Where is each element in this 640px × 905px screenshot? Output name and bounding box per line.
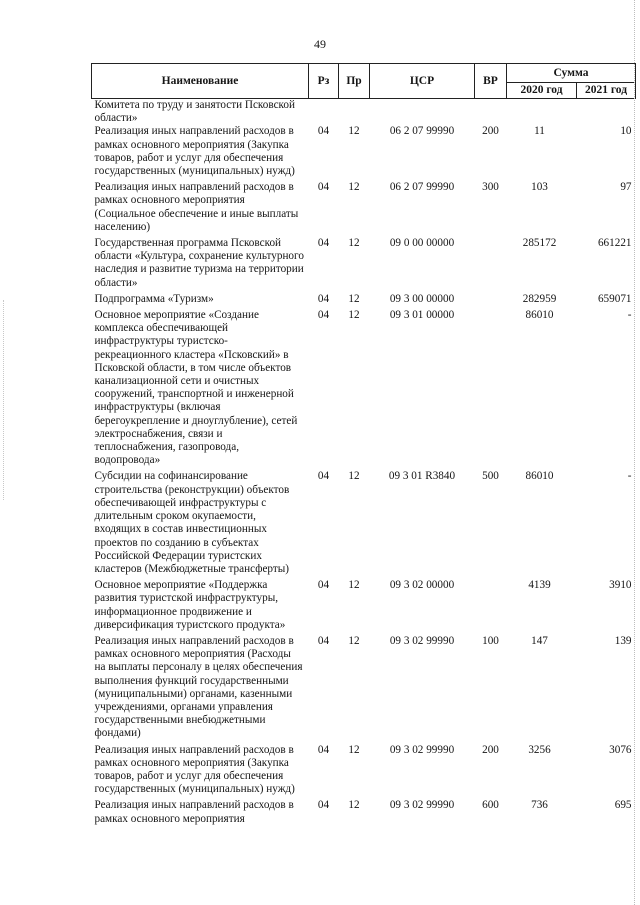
cell-csr [370,99,475,126]
cell-name: Комитета по труду и занятости Псковской области» [94,99,296,125]
cell-rz: 04 [317,799,330,812]
cell-pr: 12 [348,470,360,483]
table-row [92,237,636,293]
cell-csr: 09 3 00 00000 [389,292,455,305]
cell-pr: 12 [348,237,360,250]
table-row [92,579,636,635]
table-row [92,309,636,470]
cell-2020: 11 [534,125,545,138]
cell-2021: 10 [620,125,632,138]
table-row [92,470,636,579]
table-row [92,799,636,828]
cell-rz: 04 [317,237,330,250]
cell-2020: 103 [531,181,548,194]
cell-name: Реализация иных направлений расходов в рамках основного мероприятия (Социальное обеспечение и иные выплаты населению) [94,181,299,233]
table-header [92,64,636,99]
cell-rz: 04 [317,634,330,647]
cell-vr [475,99,507,126]
cell-pr: 12 [348,634,360,647]
header-pr: Пр [339,64,370,99]
scan-edge-right [634,0,636,905]
cell-2021: 659071 [597,292,632,305]
cell-csr: 09 3 02 99990 [389,799,455,812]
page-number: 49 [314,37,326,51]
cell-2021: - [627,309,632,322]
table-row [92,744,636,800]
cell-2020 [507,99,577,126]
cell-rz: 04 [317,470,330,483]
cell-pr: 12 [348,292,360,305]
cell-name: Реализация иных направлений расходов в рамках основного мероприятия (Закупка товаров, работ и услуг для обеспечения государственных (муниципальных) нужд) [94,743,295,796]
cell-vr [475,237,507,293]
cell-rz: 04 [317,181,330,194]
cell-2021: 3076 [609,743,632,756]
cell-2020: 147 [531,634,548,647]
cell-2021: 3910 [609,579,632,592]
cell-2020: 4139 [528,579,551,592]
header-vr: ВР [475,64,507,99]
table-row [92,181,636,237]
cell-vr: 300 [482,181,499,194]
cell-name: Основное мероприятие «Поддержка развития туристской инфраструктуры, информационное продвижение и диверсификация туристского продукта» [94,579,286,631]
header-2021: 2021 год [577,83,636,99]
cell-pr: 12 [348,309,360,322]
cell-vr [475,293,507,309]
cell-2021: 139 [614,634,632,647]
cell-csr: 06 2 07 99990 [389,125,455,138]
table-row [92,99,636,126]
cell-rz: 04 [317,125,330,138]
cell-pr: 12 [348,799,360,812]
header-2020: 2020 год [507,83,577,99]
cell-name: Субсидии на софинансирование строительства (реконструкции) объектов обеспечивающей инфраструктуры с длительным сроком окупаемости, входящих в состав инвестиционных проектов по созданию в субъектах Российской Федерации туристских кластеров (Межбюджетные трансферты) [94,470,290,575]
header-rz: Рз [309,64,339,99]
cell-2020: 3256 [528,743,551,756]
cell-2020: 282959 [522,292,557,305]
cell-2021: 661221 [597,237,632,250]
cell-2020: 86010 [525,309,554,322]
header-csr: ЦСР [370,64,475,99]
cell-pr: 12 [348,743,360,756]
cell-name: Реализация иных направлений расходов в рамках основного мероприятия [94,799,294,825]
table-body [92,99,636,829]
cell-2020: 285172 [522,237,557,250]
cell-rz: 04 [317,743,330,756]
cell-rz: 04 [317,309,330,322]
header-name: Наименование [92,64,309,99]
cell-pr: 12 [348,579,360,592]
cell-name: Подпрограмма «Туризм» [94,292,214,305]
cell-2020: 736 [531,799,548,812]
cell-vr: 100 [482,634,499,647]
cell-name: Государственная программа Псковской области «Культура, сохранение культурного наследия и развитие туризма на территории области» [94,237,304,289]
scan-edge-left [3,300,5,500]
cell-csr: 09 3 02 99990 [389,743,455,756]
budget-table [91,63,636,829]
table-row [92,125,636,181]
header-sum: Сумма [507,64,636,83]
cell-2021: - [627,470,632,483]
cell-2021: 97 [620,181,632,194]
cell-vr: 600 [482,799,499,812]
cell-pr: 12 [348,181,360,194]
cell-csr: 09 3 01 00000 [389,309,455,322]
cell-name: Реализация иных направлений расходов в рамках основного мероприятия (Закупка товаров, работ и услуг для обеспечения государственных (муниципальных) нужд) [94,125,295,178]
cell-rz: 04 [317,579,330,592]
cell-csr: 09 0 00 00000 [389,237,455,250]
cell-2020: 86010 [525,470,554,483]
table-row [92,635,636,744]
cell-2021 [577,99,636,126]
cell-rz: 04 [317,292,330,305]
cell-2021: 695 [614,799,632,812]
cell-csr: 09 3 02 99990 [389,634,455,647]
cell-csr: 09 3 02 00000 [389,579,455,592]
cell-csr: 09 3 01 R3840 [388,470,456,483]
cell-vr: 200 [482,743,499,756]
cell-pr [339,99,370,126]
cell-vr: 500 [482,470,499,483]
cell-vr [475,579,507,635]
cell-csr: 06 2 07 99990 [389,181,455,194]
cell-name: Реализация иных направлений расходов в рамках основного мероприятия (Расходы на выплаты персоналу в целях обеспечения выполнения функций государственными (муниципальными) органами, казенными учреждениями, органами управления государственными внебюджетными фондами) [94,634,303,740]
cell-vr: 200 [482,125,499,138]
cell-name: Основное мероприятие «Создание комплекса обеспечивающей инфраструктуры туристско-рекреационного кластера «Псковский» в Псковской области, в том числе объектов канализационной сети и очистных сооружений, транспортной и инженерной инфраструктуры (включая берегоукрепление и дноуглубление), сетей электроснабжения, связи и теплоснабжения, газопровода, водопровода» [94,309,298,467]
cell-rz [309,99,339,126]
cell-pr: 12 [348,125,360,138]
table-row [92,293,636,309]
cell-vr [475,309,507,470]
